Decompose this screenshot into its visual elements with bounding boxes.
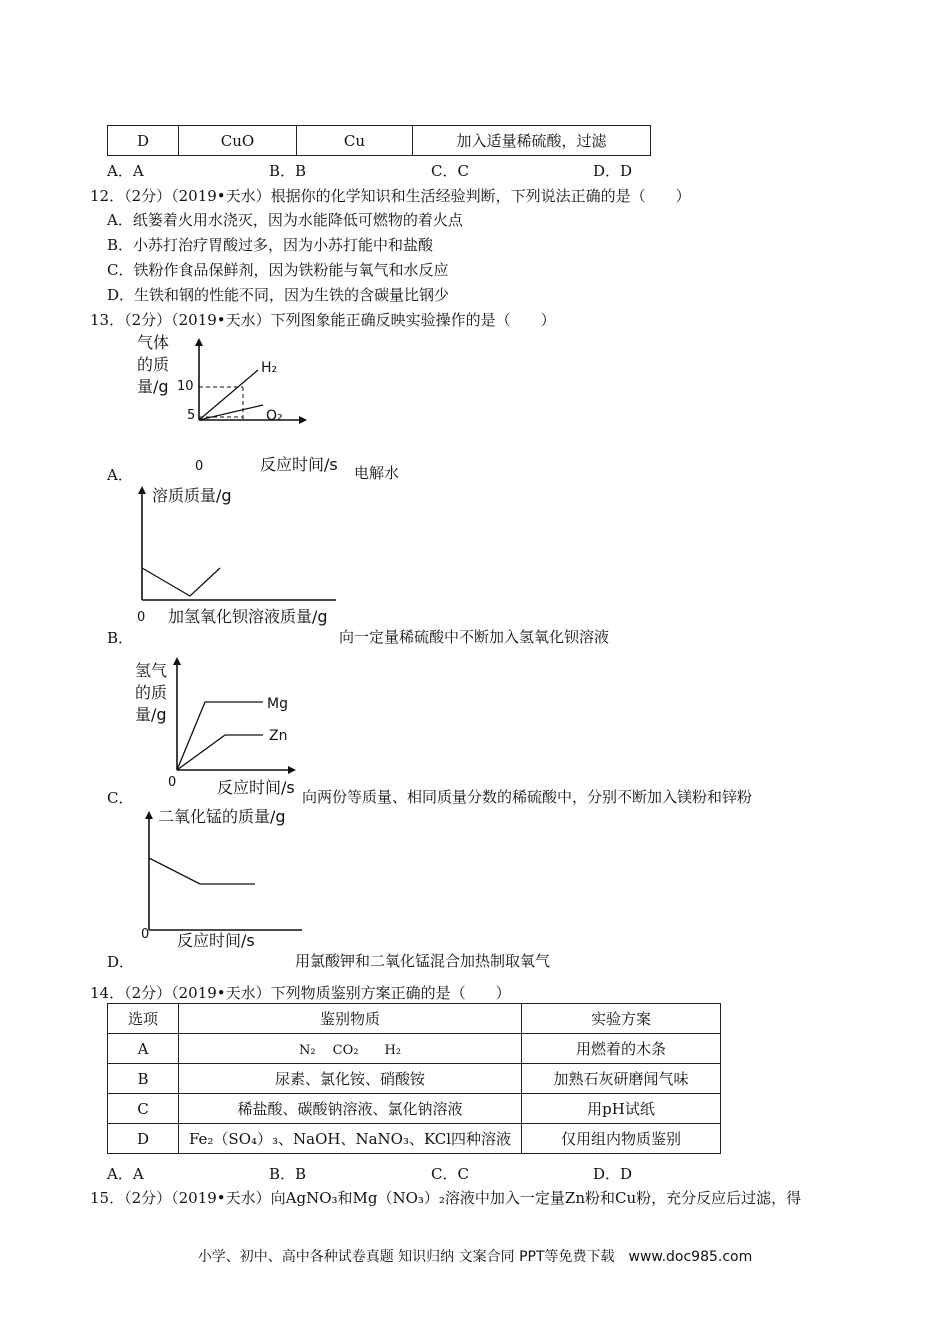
table-header: 鉴别物质 — [179, 1004, 522, 1034]
table-row — [108, 126, 651, 156]
table-header: 选项 — [108, 1004, 179, 1034]
table-cell: 用燃着的木条 — [522, 1034, 721, 1064]
y-axis-arrow — [195, 338, 203, 346]
y-axis-label: 溶质质量/g — [152, 486, 232, 505]
graph-b — [130, 482, 350, 632]
y-axis-label-line: 量/g — [137, 377, 169, 396]
origin-label: 0 — [141, 927, 150, 942]
option-c: C．C — [431, 162, 469, 180]
x-axis-label: 反应时间/s — [260, 455, 338, 474]
table-cell: CuO — [179, 126, 297, 156]
x-axis-label: 反应时间/s — [177, 931, 255, 950]
table-cell: 加入适量稀硫酸，过滤 — [413, 126, 651, 156]
table-cell: Fe₂（SO₄）₃、NaOH、NaNO₃、KCl四种溶液 — [179, 1124, 522, 1154]
table-row — [108, 1094, 721, 1124]
x-axis-arrow — [288, 766, 296, 774]
option-c: C．C — [431, 1165, 469, 1183]
x-axis-arrow — [299, 416, 307, 424]
q12-choice-b: B．小苏打治疗胃酸过多，因为小苏打能中和盐酸 — [107, 236, 434, 254]
table-row — [108, 1064, 721, 1094]
y-axis-label-line: 氢气 — [135, 661, 168, 680]
q11-table — [107, 125, 651, 156]
q14-options — [107, 1163, 632, 1184]
graph-a-letter: A． — [107, 466, 133, 484]
option-a: A．A — [107, 162, 144, 180]
x-axis-label: 加氢氧化钡溶液质量/g — [168, 607, 328, 626]
y-axis-arrow — [145, 811, 153, 819]
origin-label: 0 — [168, 775, 177, 790]
table-cell: C — [108, 1094, 179, 1124]
option-b: B．B — [269, 162, 307, 180]
graph-c-letter: C． — [107, 789, 134, 807]
table-cell: D — [108, 1124, 179, 1154]
table-cell: 加熟石灰研磨闻气味 — [522, 1064, 721, 1094]
q12-choice-a: A．纸篓着火用水浇灭，因为水能降低可燃物的着火点 — [107, 211, 463, 229]
graph-c — [130, 650, 320, 800]
series-label-h2: H₂ — [261, 360, 278, 376]
series-label-zn: Zn — [269, 728, 288, 744]
q13-stem: 13．（2分）（2019•天水）下列图象能正确反映实验操作的是（ ） — [90, 311, 556, 329]
origin-label: 0 — [137, 610, 146, 625]
y-axis-label-line: 的质 — [137, 355, 170, 374]
origin-label: 0 — [195, 459, 204, 474]
graph-a-desc: 电解水 — [354, 464, 400, 482]
q15-stem: 15．（2分）（2019•天水）向AgNO₃和Mg（NO₃）₂溶液中加入一定量Zn粉和Cu粉，充分反应后过滤，得 — [90, 1189, 802, 1207]
series-line — [142, 568, 220, 596]
table-cell: A — [108, 1034, 179, 1064]
table-header: 实验方案 — [522, 1004, 721, 1034]
series-label-o2: O₂ — [266, 408, 283, 424]
q12-stem: 12．（2分）（2019•天水）根据你的化学知识和生活经验判断，下列说法正确的是（ ） — [90, 187, 691, 205]
table-row — [108, 1034, 721, 1064]
q11-options — [107, 160, 632, 181]
graph-b-letter: B． — [107, 629, 134, 647]
table-cell: Cu — [297, 126, 413, 156]
tick-label-5: 5 — [187, 408, 196, 423]
table-cell: 仅用组内物质鉴别 — [522, 1124, 721, 1154]
y-axis-label: 二氧化锰的质量/g — [158, 807, 286, 826]
graph-a — [130, 330, 410, 480]
series-label-mg: Mg — [267, 696, 288, 712]
table-cell: 用pH试纸 — [522, 1094, 721, 1124]
x-axis-label: 反应时间/s — [217, 778, 295, 797]
option-b: B．B — [269, 1165, 307, 1183]
table-row — [108, 1124, 721, 1154]
y-axis-label-line: 的质 — [135, 683, 168, 702]
table-cell: N₂ CO₂ H₂ — [179, 1034, 522, 1064]
table-cell: 尿素、氯化铵、硝酸铵 — [179, 1064, 522, 1094]
y-axis-label-line: 气体 — [137, 333, 170, 352]
graph-d-letter: D． — [107, 953, 135, 971]
table-cell: B — [108, 1064, 179, 1094]
graph-c-desc: 向两份等质量、相同质量分数的稀硫酸中，分别不断加入镁粉和锌粉 — [302, 788, 753, 806]
q14-stem: 14．（2分）（2019•天水）下列物质鉴别方案正确的是（ ） — [90, 984, 511, 1002]
graph-d-desc: 用氯酸钾和二氧化锰混合加热制取氧气 — [295, 952, 551, 970]
graph-d — [130, 805, 310, 955]
option-d: D．D — [593, 162, 633, 180]
graph-b-desc: 向一定量稀硫酸中不断加入氢氧化钡溶液 — [339, 628, 610, 646]
y-axis-arrow — [173, 657, 181, 665]
y-axis-label-line: 量/g — [135, 705, 167, 724]
table-header-row — [108, 1004, 721, 1034]
q14-table — [107, 1003, 721, 1154]
q12-choice-d: D．生铁和钢的性能不同，因为生铁的含碳量比钢少 — [107, 286, 450, 304]
series-line — [149, 858, 255, 884]
table-cell: D — [108, 126, 179, 156]
table-cell: 稀盐酸、碳酸钠溶液、氯化钠溶液 — [179, 1094, 522, 1124]
option-d: D．D — [593, 1165, 633, 1183]
option-a: A．A — [107, 1165, 144, 1183]
tick-label-10: 10 — [177, 379, 194, 394]
q12-choice-c: C．铁粉作食品保鲜剂，因为铁粉能与氧气和水反应 — [107, 261, 449, 279]
page-footer: 小学、初中、高中各种试卷真题 知识归纳 文案合同 PPT等免费下载 www.doc985.com — [197, 1249, 753, 1265]
y-axis-arrow — [138, 486, 146, 494]
